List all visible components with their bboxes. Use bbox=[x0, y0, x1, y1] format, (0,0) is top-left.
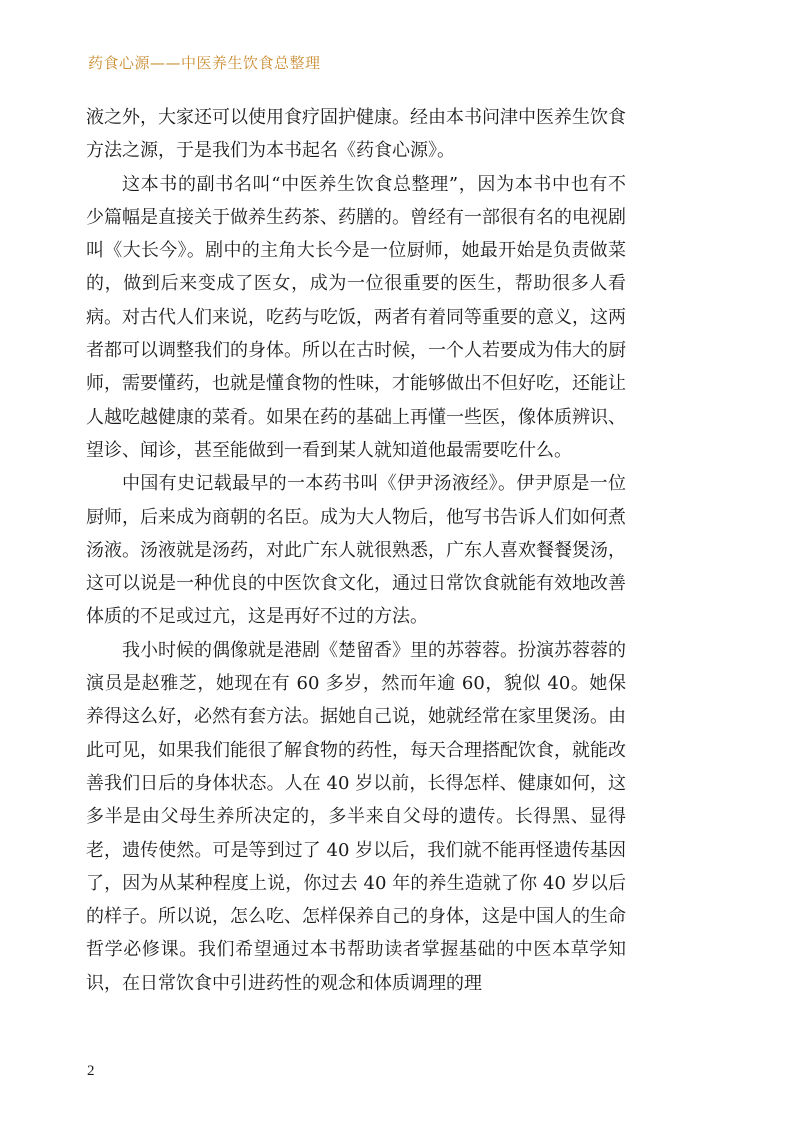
paragraph-continuation: 液之外，大家还可以使用食疗固护健康。经由本书问津中医养生饮食方法之源，于是我们为本书起名《药食心源》。 bbox=[86, 107, 626, 162]
page-number: 2 bbox=[87, 1063, 95, 1079]
body-text bbox=[86, 101, 626, 1000]
paragraph-childhood-idol: 我小时候的偶像就是港剧《楚留香》里的苏蓉蓉。扮演苏蓉蓉的演员是赵雅芝，她现在有 60 多岁，然而年逾 60，貌似 40。她保养得这么好，必然有套方法。据她自己说，她就经常在家里煲汤。由此可见，如果我们能很了解食物的药性，每天合理搭配饮食，就能改善我们日后的身体状态。人在 40 岁以前，长得怎样、健康如何，这多半是由父母生养所决定的，多半来自父母的遗传。长得黑、显得老，遗传使然。可是等到过了 40 岁以后，我们就不能再怪遗传基因了，因为从某种程度上说，你过去 40 年的养生造就了你 40 岁以后的样子。所以说，怎么吃、怎样保养自己的身体，这是中国人的生命哲学必修课。我们希望通过本书帮助读者掌握基础的中医本草学知识，在日常饮食中引进药性的观念和体质调理的理 bbox=[86, 639, 626, 994]
running-header-title: 药食心源——中医养生饮食总整理 bbox=[88, 54, 321, 72]
paragraph-yiyin-tangye: 中国有史记载最早的一本药书叫《伊尹汤液经》。伊尹原是一位厨师，后来成为商朝的名臣。成为大人物后，他写书告诉人们如何煮汤液。汤液就是汤药，对此广东人就很熟悉，广东人喜欢餐餐煲汤，这可以说是一种优良的中医饮食文化，通过日常饮食就能有效地改善体质的不足或过亢，这是再好不过的方法。 bbox=[86, 473, 626, 628]
paragraph-subtitle-explanation: 这本书的副书名叫“中医养生饮食总整理”，因为本书中也有不少篇幅是直接关于做养生药茶、药膳的。曾经有一部很有名的电视剧叫《大长今》。剧中的主角大长今是一位厨师，她最开始是负责做菜的，做到后来变成了医女，成为一位很重要的医生，帮助很多人看病。对古代人们来说，吃药与吃饭，两者有着同等重要的意义，这两者都可以调整我们的身体。所以在古时候，一个人若要成为伟大的厨师，需要懂药，也就是懂食物的性味，才能够做出不但好吃，还能让人越吃越健康的菜肴。如果在药的基础上再懂一些医，像体质辨识、望诊、闻诊，甚至能做到一看到某人就知道他最需要吃什么。 bbox=[86, 173, 626, 461]
